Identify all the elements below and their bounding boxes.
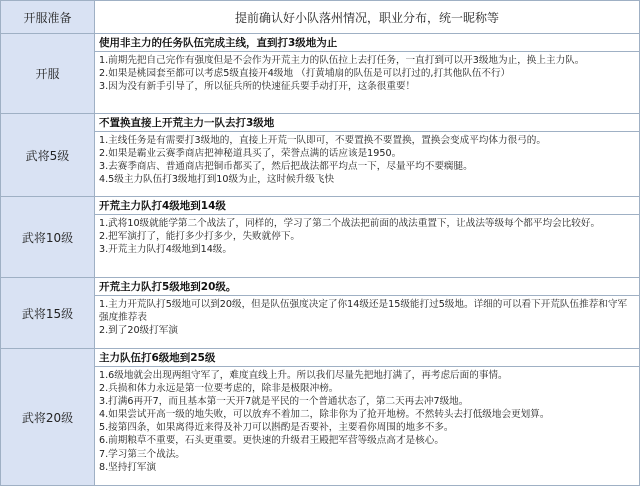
row-label: 武将5级 [1,114,95,197]
list-item: 2.如果是桃园套至都可以考虑5级直接开4级地 （打黄埔扇的队伍是可以打过的,打其他队伍不行） [99,68,511,80]
section-title: 开荒主力队打5级地到20级。 [95,279,639,296]
list-item: 1.主线任务是有需要打3级地的，直接上开荒一队即可，不要置换不要置换，置换会变成平均体力很弓的。 [99,135,546,146]
row-label: 武将15级 [1,278,95,349]
list-item: 1.前期先把自己完作有强度但是不会作为开荒主力的队伍拉上去打任务，一直打到可以开3级地为止，换上主力队。 [99,55,585,66]
section-title: 不置换直接上开荒主力一队去打3级地 [95,115,639,132]
list-item: 2.到了20级打军演 [99,325,178,337]
table-row [1,349,640,486]
row-label: 武将10级 [1,197,95,278]
section-title: 主力队伍打6级地到25级 [95,350,639,367]
list-item: 8.坚持打军演 [99,461,157,473]
list-item: 1.主力开荒队打5级地可以到20级，但是队伍强度决定了你14级还是15级能打过5级地。详细的可以看下开荒队伍推荐和守军强度推荐表 [99,299,628,324]
table-row [1,197,640,278]
table-row [1,34,640,114]
table-row [1,278,640,349]
list-item: 7.学习第三个战法。 [99,448,185,460]
row-content [95,197,640,278]
section-title: 开荒主力队打4级地到14级 [95,198,639,215]
header-row [1,1,640,34]
list-item: 2.把军演打了，能打多少打多少，失败就停下。 [99,231,301,243]
list-item: 3.打满6再开7，而且基本第一天开7就是平民的一个普通状态了，第二天再去冲7级地。 [99,396,469,408]
list-item: 4.5级主力队伍打3级地打到10级为止，这时候升级飞快 [99,174,335,186]
row-content [95,278,640,349]
list-item: 3.开荒主力队打4级地到14级。 [99,244,232,256]
list-item: 3.去赛季商店、普通商店把铜币都买了，然后把战法都平均点一下，尽量平均不要瘸腿。 [99,161,473,173]
header-left-cell: 开服准备 [1,1,95,34]
list-item: 4.如果尝试开高一级的地失败，可以放弃不着加二，除非你为了抢开地榜。不然转头去打低级地会更划算。 [99,409,550,421]
row-content [95,34,640,114]
list-item: 1.6级地就会出现两组守军了，难度直线上升。所以我们尽量先把地打满了，再考虑后面的事情。 [99,370,508,381]
list-item: 3.因为没有新手引导了，所以征兵所的快速征兵要手动打开，这条很重要！ [99,81,416,93]
list-item: 1.武将10级就能学第二个战法了，同样的，学习了第二个战法把前面的战法重置下，让战法等级每个都平均会比较好。 [99,218,601,229]
row-content [95,349,640,486]
table-row [1,114,640,197]
list-item: 5.接第四条，如果离得近来得及补刀可以斟酌是否要补，主要看你周围的地多不多。 [99,422,454,434]
section-title: 使用非主力的任务队伍完成主线，直到打3级地为止 [95,35,639,52]
list-item: 2.兵损和体力永远是第一位要考虑的，除非是极限冲榜。 [99,383,339,395]
row-label: 武将20级 [1,349,95,486]
header-right-cell: 提前确认好小队落州情况，职业分布，统一昵称等 [95,1,640,34]
row-label: 开服 [1,34,95,114]
list-item: 2.如果是霸业云赛季商店把神秘道具买了，荣誉点满的话应该是1950。 [99,148,402,160]
row-content [95,114,640,197]
list-item: 6.前期粮草不重要，石头更重要。更快速的升级君王殿把军营等级点高才是核心。 [99,435,444,447]
